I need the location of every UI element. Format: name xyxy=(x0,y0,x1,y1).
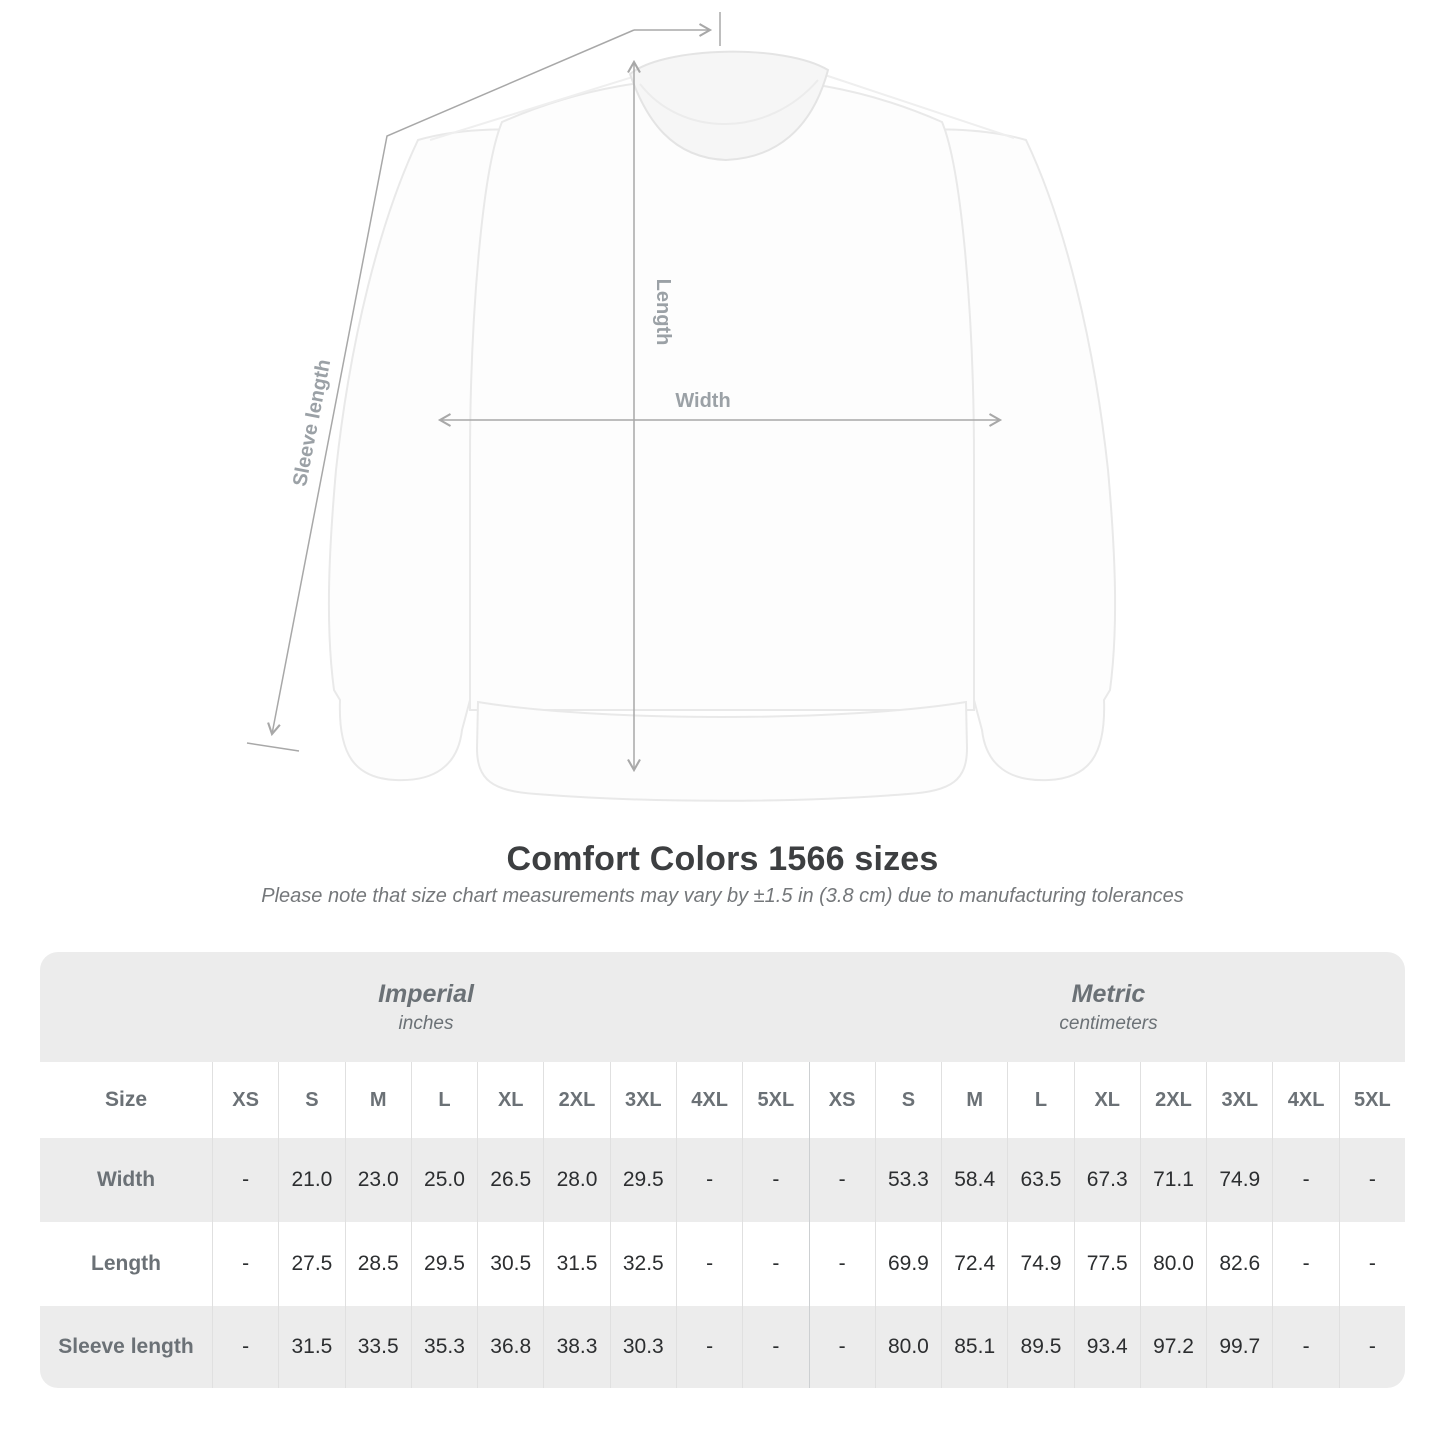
imperial-unit: inches xyxy=(398,1012,454,1034)
value-cell: 31.5 xyxy=(543,1222,609,1306)
sweatshirt-illustration xyxy=(329,52,1115,801)
value-cell: 38.3 xyxy=(543,1306,609,1388)
imperial-header xyxy=(40,952,812,1062)
value-cell: 74.9 xyxy=(1007,1222,1073,1306)
table-row-sleeve-length xyxy=(40,1306,1405,1388)
value-cell: 58.4 xyxy=(941,1138,1007,1222)
value-cell: 69.9 xyxy=(875,1222,941,1306)
value-cell: 53.3 xyxy=(875,1138,941,1222)
value-cell: 27.5 xyxy=(278,1222,344,1306)
value-cell: 25.0 xyxy=(411,1138,477,1222)
size-header-metric-2xl: 2XL xyxy=(1140,1062,1206,1138)
value-cell: 82.6 xyxy=(1206,1222,1272,1306)
size-header-imperial-l: L xyxy=(411,1062,477,1138)
size-header-metric-m: M xyxy=(941,1062,1007,1138)
value-cell: - xyxy=(809,1138,875,1222)
size-header-metric-5xl: 5XL xyxy=(1339,1062,1405,1138)
value-cell: - xyxy=(1272,1306,1338,1388)
size-header-imperial-xs: XS xyxy=(212,1062,278,1138)
row-label: Sleeve length xyxy=(58,1335,194,1358)
unit-header-band xyxy=(40,952,1405,1062)
value-cell: 31.5 xyxy=(278,1306,344,1388)
value-cell: 80.0 xyxy=(875,1306,941,1388)
value-cell: - xyxy=(676,1138,742,1222)
waistband xyxy=(477,702,967,801)
sleeve-length-label: Sleeve length xyxy=(289,357,336,489)
length-label: Length xyxy=(652,278,674,346)
value-cell: 28.5 xyxy=(345,1222,411,1306)
metric-unit: centimeters xyxy=(1059,1012,1158,1034)
size-header-imperial-m: M xyxy=(345,1062,411,1138)
value-cell: 74.9 xyxy=(1206,1138,1272,1222)
metric-title: Metric xyxy=(1071,979,1146,1008)
value-cell: - xyxy=(1272,1138,1338,1222)
value-cell: 77.5 xyxy=(1074,1222,1140,1306)
value-cell: - xyxy=(212,1138,278,1222)
value-cell: 99.7 xyxy=(1206,1306,1272,1388)
value-cell: 28.0 xyxy=(543,1138,609,1222)
value-cell: 29.5 xyxy=(610,1138,676,1222)
page-title: Comfort Colors 1566 sizes xyxy=(506,840,939,878)
value-cell: 89.5 xyxy=(1007,1306,1073,1388)
value-cell: - xyxy=(212,1306,278,1388)
width-label: Width xyxy=(675,390,731,412)
table-row-length xyxy=(40,1222,1405,1306)
size-header-metric-3xl: 3XL xyxy=(1206,1062,1272,1138)
imperial-title: Imperial xyxy=(378,979,474,1008)
value-cell: - xyxy=(676,1306,742,1388)
row-label: Length xyxy=(91,1252,161,1275)
size-header-metric-xs: XS xyxy=(809,1062,875,1138)
value-cell: - xyxy=(676,1222,742,1306)
value-cell: 26.5 xyxy=(477,1138,543,1222)
value-cell: - xyxy=(212,1222,278,1306)
value-cell: - xyxy=(742,1138,808,1222)
value-cell: 36.8 xyxy=(477,1306,543,1388)
sleeve-bottom-tick xyxy=(247,743,299,751)
page-subtitle: Please note that size chart measurements may vary by ±1.5 in (3.8 cm) due to manufacturing tolerances xyxy=(261,885,1184,907)
value-cell: - xyxy=(809,1306,875,1388)
value-cell: 23.0 xyxy=(345,1138,411,1222)
size-column-header: Size xyxy=(104,1088,148,1111)
size-header-metric-xl: XL xyxy=(1074,1062,1140,1138)
value-cell: - xyxy=(1272,1222,1338,1306)
value-cell: 21.0 xyxy=(278,1138,344,1222)
value-cell: - xyxy=(1339,1306,1405,1388)
value-cell: - xyxy=(742,1222,808,1306)
value-cell: 30.3 xyxy=(610,1306,676,1388)
value-cell: 33.5 xyxy=(345,1306,411,1388)
value-cell: 30.5 xyxy=(477,1222,543,1306)
value-cell: 35.3 xyxy=(411,1306,477,1388)
table-body xyxy=(40,1138,1405,1388)
value-cell: - xyxy=(809,1222,875,1306)
size-header-imperial-4xl: 4XL xyxy=(676,1062,742,1138)
value-cell: - xyxy=(742,1306,808,1388)
size-header-row xyxy=(40,1062,1405,1138)
size-header-metric-s: S xyxy=(875,1062,941,1138)
size-chart-table xyxy=(40,952,1405,1388)
size-header-imperial-xl: XL xyxy=(477,1062,543,1138)
row-label: Width xyxy=(96,1168,156,1191)
value-cell: 97.2 xyxy=(1140,1306,1206,1388)
value-cell: 71.1 xyxy=(1140,1138,1206,1222)
value-cell: 80.0 xyxy=(1140,1222,1206,1306)
value-cell: 32.5 xyxy=(610,1222,676,1306)
size-header-imperial-2xl: 2XL xyxy=(543,1062,609,1138)
value-cell: - xyxy=(1339,1222,1405,1306)
size-header-imperial-5xl: 5XL xyxy=(742,1062,808,1138)
value-cell: 67.3 xyxy=(1074,1138,1140,1222)
value-cell: 93.4 xyxy=(1074,1306,1140,1388)
metric-header xyxy=(812,952,1405,1062)
value-cell: 72.4 xyxy=(941,1222,1007,1306)
value-cell: - xyxy=(1339,1138,1405,1222)
value-cell: 85.1 xyxy=(941,1306,1007,1388)
table-row-width xyxy=(40,1138,1405,1222)
size-header-metric-4xl: 4XL xyxy=(1272,1062,1338,1138)
value-cell: 63.5 xyxy=(1007,1138,1073,1222)
value-cell: 29.5 xyxy=(411,1222,477,1306)
size-header-metric-l: L xyxy=(1007,1062,1073,1138)
size-header-imperial-s: S xyxy=(278,1062,344,1138)
size-header-imperial-3xl: 3XL xyxy=(610,1062,676,1138)
